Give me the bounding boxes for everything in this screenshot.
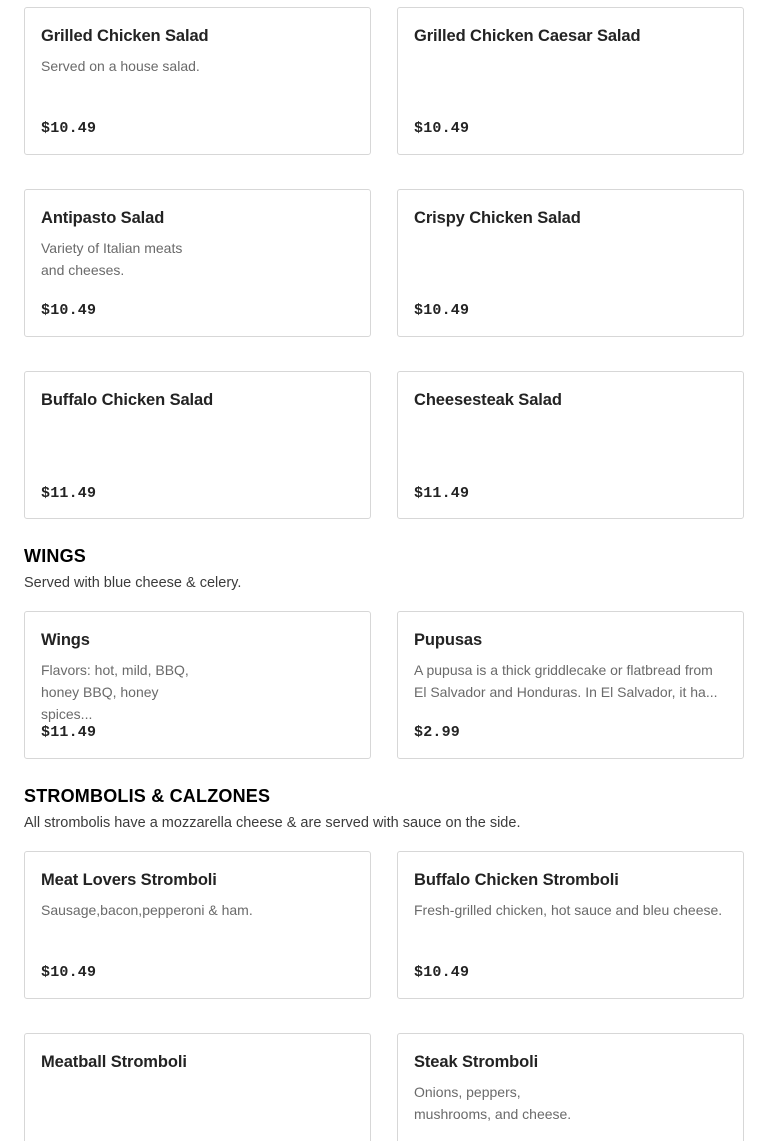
menu-item-price: $10.49 — [41, 964, 97, 981]
menu-item-name: Meatball Stromboli — [41, 1053, 187, 1071]
menu-item-description: Served on a house salad. — [41, 58, 200, 74]
menu-item-card[interactable] — [24, 7, 371, 155]
menu-item-price: $11.49 — [414, 485, 470, 502]
menu-item-name: Grilled Chicken Salad — [41, 27, 209, 45]
menu-item-card[interactable] — [397, 851, 744, 999]
menu-item-price: $11.49 — [41, 724, 97, 741]
menu-item-description: Onions, peppers, mushrooms, and cheese. — [414, 1084, 572, 1122]
menu-item-name: Meat Lovers Stromboli — [41, 871, 217, 889]
menu-item-name: Pupusas — [414, 631, 483, 649]
menu-item-card[interactable] — [397, 371, 744, 519]
section-title-wings: WINGS — [24, 546, 86, 566]
menu-item-card[interactable] — [397, 1033, 744, 1141]
menu-item-name: Buffalo Chicken Salad — [41, 391, 214, 409]
menu-item-description: Variety of Italian meats and cheeses. — [41, 240, 183, 278]
menu-item-description: A pupusa is a thick griddlecake or flatbread from El Salvador and Honduras. In El Salvador, it ha... — [414, 662, 718, 700]
menu-item-card[interactable] — [397, 7, 744, 155]
menu-item-name: Wings — [41, 631, 90, 649]
menu-item-card[interactable] — [24, 611, 371, 759]
section-description-wings: Served with blue cheese & celery. — [24, 575, 242, 591]
menu-item-description: Flavors: hot, mild, BBQ, honey BBQ, honey spices... — [41, 662, 189, 722]
menu-item-name: Buffalo Chicken Stromboli — [414, 871, 619, 889]
menu-item-card[interactable] — [24, 851, 371, 999]
menu-item-price: $10.49 — [414, 964, 470, 981]
menu-item-price: $2.99 — [414, 724, 461, 741]
menu-item-name: Cheesesteak Salad — [414, 391, 562, 409]
menu-item-card[interactable] — [397, 189, 744, 337]
menu-item-price: $10.49 — [41, 120, 97, 137]
menu-item-price: $11.49 — [41, 485, 97, 502]
section-title-strombolis: STROMBOLIS & CALZONES — [24, 786, 271, 806]
menu-item-description: Sausage,bacon,pepperoni & ham. — [41, 902, 253, 918]
menu-item-card[interactable] — [24, 1033, 371, 1141]
menu-item-name: Steak Stromboli — [414, 1053, 539, 1071]
menu-item-description: Fresh-grilled chicken, hot sauce and bleu cheese. — [414, 902, 723, 918]
menu-item-card[interactable] — [397, 611, 744, 759]
menu-item-card[interactable] — [24, 371, 371, 519]
menu-item-name: Crispy Chicken Salad — [414, 209, 581, 227]
section-description-strombolis: All strombolis have a mozzarella cheese & are served with sauce on the side. — [24, 815, 521, 831]
menu-item-price: $10.49 — [414, 302, 470, 319]
menu-item-name: Grilled Chicken Caesar Salad — [414, 27, 641, 45]
menu-item-card[interactable] — [24, 189, 371, 337]
menu-item-name: Antipasto Salad — [41, 209, 165, 227]
menu-item-price: $10.49 — [41, 302, 97, 319]
menu-item-price: $10.49 — [414, 120, 470, 137]
